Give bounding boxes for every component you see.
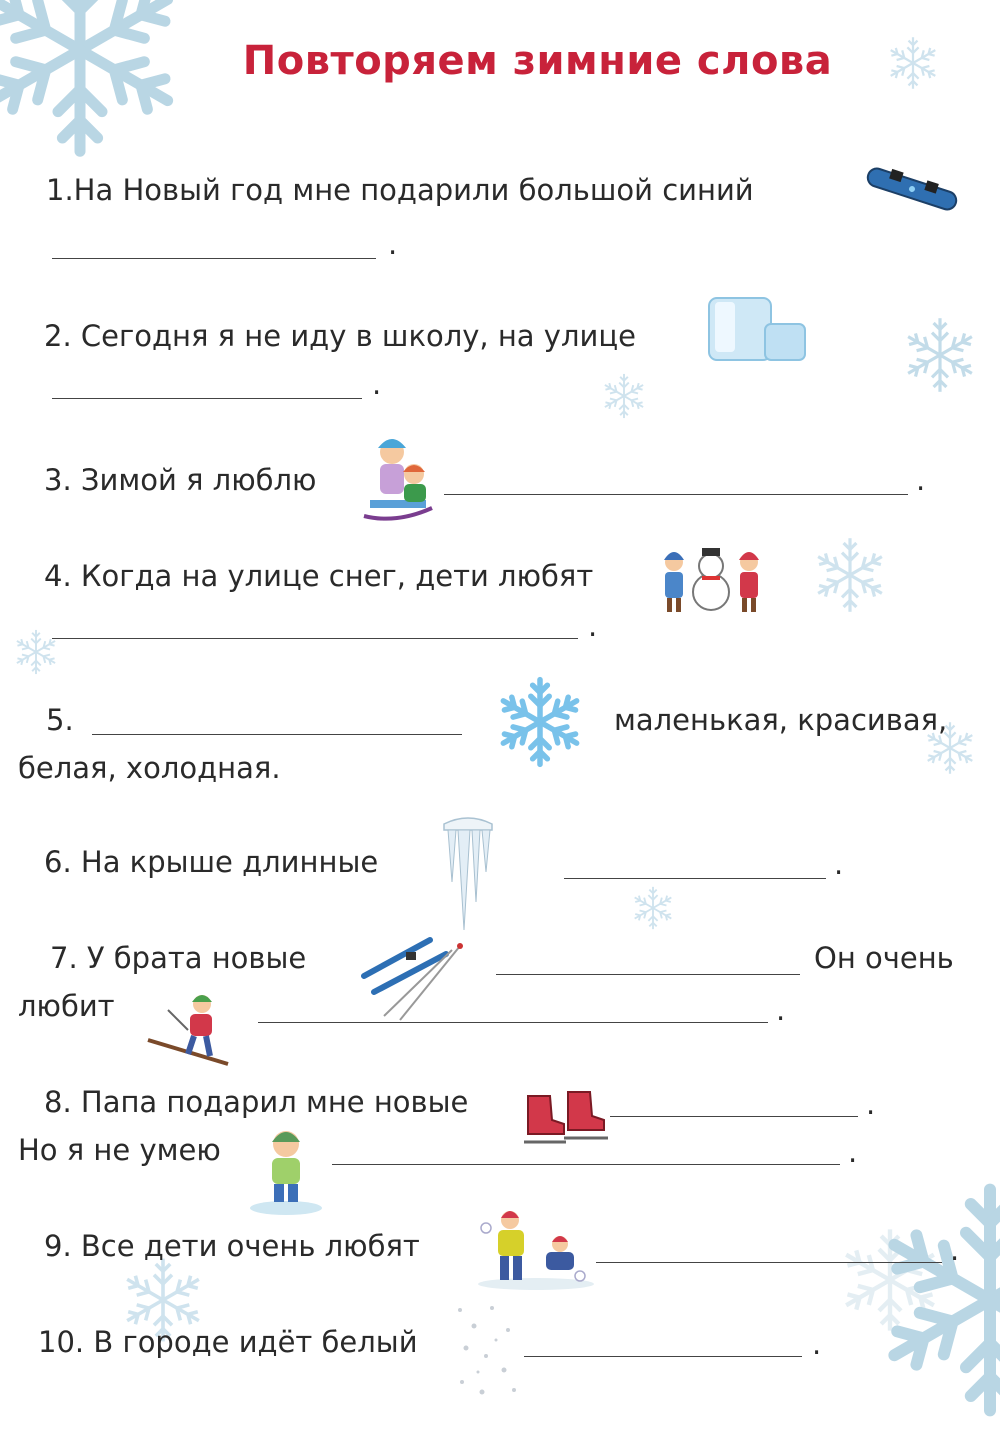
question-2-text: 2. Сегодня я не иду в школу, на улице [44, 319, 636, 353]
snowflake-icon [630, 885, 676, 931]
corner-snowflake-icon [0, 0, 220, 170]
period: . [834, 847, 844, 881]
answer-field-5[interactable] [92, 734, 462, 735]
snowflake-icon [494, 676, 586, 768]
snowflake-icon [810, 535, 890, 615]
period: . [776, 993, 786, 1027]
question-4-text: 4. Когда на улице снег, дети любят [44, 559, 594, 593]
skating-boy-icon [246, 1122, 326, 1218]
icicles-icon [440, 812, 496, 934]
answer-field-3[interactable] [444, 494, 908, 495]
question-7-continuation: Он очень [814, 941, 954, 975]
period: . [916, 463, 926, 497]
period: . [388, 227, 398, 261]
question-6-text: 6. На крыше длинные [44, 845, 379, 879]
question-5-number: 5. [46, 703, 74, 737]
answer-field-8b[interactable] [332, 1164, 840, 1165]
question-9-text: 9. Все дети очень любят [44, 1229, 420, 1263]
period: . [372, 367, 382, 401]
snowflake-icon [900, 315, 980, 395]
answer-field-6[interactable] [564, 878, 826, 879]
question-5-description: маленькая, красивая, [614, 703, 948, 737]
snowball-fight-icon [476, 1204, 596, 1290]
question-7-line2: любит [18, 989, 115, 1023]
question-8-line2: Но я не умею [18, 1133, 221, 1167]
answer-field-7b[interactable] [258, 1022, 768, 1023]
answer-field-8a[interactable] [610, 1116, 858, 1117]
question-10-text: 10. В городе идёт белый [38, 1325, 418, 1359]
period: . [866, 1087, 876, 1121]
snowman-kids-icon [654, 540, 768, 616]
question-1-text: 1.На Новый год мне подарили большой синий [46, 173, 754, 207]
answer-field-2[interactable] [52, 398, 362, 399]
answer-field-10[interactable] [524, 1356, 802, 1357]
period: . [812, 1327, 822, 1361]
snowflake-icon [600, 372, 648, 420]
sledding-kids-icon [356, 428, 440, 532]
question-8-text: 8. Папа подарил мне новые [44, 1085, 469, 1119]
skis-icon [360, 936, 468, 1024]
question-3-text: 3. Зимой я люблю [44, 463, 317, 497]
corner-snowflake-icon [860, 1150, 1000, 1450]
question-5-description-line2: белая, холодная. [18, 751, 281, 785]
period: . [848, 1135, 858, 1169]
ice-cube-icon [705, 292, 807, 366]
page-title: Повторяем зимние слова [242, 38, 833, 84]
answer-field-7a[interactable] [496, 974, 800, 975]
period: . [588, 609, 598, 643]
snowflake-icon [12, 628, 60, 676]
falling-snow-icon [452, 1300, 522, 1400]
skates-icon [520, 1086, 612, 1148]
skier-icon [144, 990, 236, 1070]
answer-field-1[interactable] [52, 258, 376, 259]
answer-field-9[interactable] [596, 1262, 942, 1263]
answer-field-4[interactable] [52, 638, 578, 639]
snowboard-icon [862, 162, 962, 217]
period: . [950, 1233, 960, 1267]
question-7-text: 7. У брата новые [50, 941, 307, 975]
